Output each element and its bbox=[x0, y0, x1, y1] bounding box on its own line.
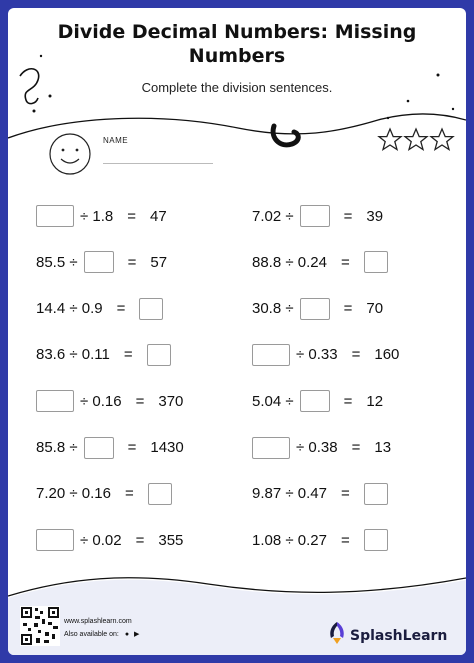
brand-name: SplashLearn bbox=[350, 628, 448, 644]
equation-term: 1.08 ÷ 0.27 bbox=[252, 531, 327, 549]
answer-box[interactable] bbox=[364, 251, 388, 273]
answer-box[interactable] bbox=[300, 205, 330, 227]
dot bbox=[33, 110, 36, 113]
equation-term: 39 bbox=[366, 207, 384, 225]
equation-term: ÷ 1.8 bbox=[80, 207, 114, 225]
equals-sign: = bbox=[340, 253, 350, 271]
equation-term: 14.4 ÷ 0.9 bbox=[36, 300, 103, 318]
qr-code-icon bbox=[20, 606, 60, 646]
equals-sign: = bbox=[127, 253, 137, 271]
equation-term: 88.8 ÷ 0.24 bbox=[252, 253, 327, 271]
smiley-icon bbox=[50, 134, 90, 174]
equation-term: 160 bbox=[374, 346, 400, 364]
equation-term: ÷ 0.38 bbox=[296, 439, 338, 456]
equation-term: 7.20 ÷ 0.16 bbox=[36, 485, 111, 503]
answer-box[interactable] bbox=[300, 390, 330, 412]
equals-sign: = bbox=[351, 346, 361, 364]
answer-box[interactable] bbox=[84, 437, 114, 459]
equals-sign: = bbox=[343, 300, 353, 318]
equation-row bbox=[36, 389, 183, 413]
equation-term: 9.87 ÷ 0.47 bbox=[252, 485, 327, 503]
equation-term: 57 bbox=[150, 253, 168, 271]
star-icon bbox=[431, 129, 453, 150]
answer-box[interactable] bbox=[364, 483, 388, 505]
equals-sign: = bbox=[343, 392, 353, 410]
availability-note bbox=[64, 630, 139, 638]
squiggle-shape bbox=[20, 69, 39, 104]
equation-term: 355 bbox=[158, 531, 184, 549]
equals-sign: = bbox=[340, 485, 350, 503]
equation-term: 85.5 ÷ bbox=[36, 253, 78, 271]
dot bbox=[40, 55, 42, 57]
equation-row bbox=[252, 343, 399, 367]
equation-row bbox=[36, 528, 183, 552]
answer-box[interactable] bbox=[84, 251, 114, 273]
equation-row bbox=[252, 528, 388, 552]
star-icon bbox=[379, 129, 401, 150]
answer-box[interactable] bbox=[139, 298, 163, 320]
answer-box[interactable] bbox=[36, 529, 74, 551]
title-line-2: Numbers bbox=[188, 45, 286, 67]
decorations bbox=[8, 8, 466, 655]
dot bbox=[407, 100, 410, 103]
apple-icon: ● bbox=[124, 631, 130, 638]
equation-term: 47 bbox=[150, 207, 167, 225]
instructions: Complete the division sentences. bbox=[141, 80, 333, 95]
equation-row bbox=[36, 250, 167, 274]
dot bbox=[452, 108, 454, 110]
equation-term: ÷ 0.16 bbox=[80, 392, 122, 410]
equation-row bbox=[36, 343, 171, 367]
answer-box[interactable] bbox=[252, 344, 290, 366]
equation-row bbox=[36, 436, 184, 460]
equation-term: 1430 bbox=[150, 439, 184, 456]
dot bbox=[437, 74, 440, 77]
equals-sign: = bbox=[123, 346, 133, 364]
splashlearn-logo-icon bbox=[326, 620, 348, 646]
equation-term: 83.6 ÷ 0.11 bbox=[36, 346, 110, 364]
equation-row bbox=[36, 482, 172, 506]
equation-row bbox=[36, 297, 163, 321]
equation-term: 85.8 ÷ bbox=[36, 439, 78, 456]
equation-term: 13 bbox=[374, 439, 392, 456]
answer-box[interactable] bbox=[300, 298, 330, 320]
equals-sign: = bbox=[343, 207, 353, 225]
equation-term: 5.04 ÷ bbox=[252, 392, 294, 410]
equation-term: 70 bbox=[366, 300, 384, 318]
answer-box[interactable] bbox=[364, 529, 388, 551]
equation-row bbox=[252, 250, 388, 274]
equals-sign: = bbox=[351, 439, 361, 456]
dot bbox=[49, 95, 52, 98]
worksheet bbox=[8, 8, 466, 655]
equation-row bbox=[252, 204, 383, 228]
answer-box[interactable] bbox=[147, 344, 171, 366]
website-link[interactable]: www.splashlearn.com bbox=[64, 618, 132, 625]
equation-term: 30.8 ÷ bbox=[252, 300, 294, 318]
equation-term: 370 bbox=[158, 392, 184, 410]
hook-shape bbox=[273, 126, 298, 145]
answer-box[interactable] bbox=[252, 437, 290, 459]
equals-sign: = bbox=[127, 207, 137, 225]
equation-term: ÷ 0.33 bbox=[296, 346, 338, 364]
answer-box[interactable] bbox=[36, 390, 74, 412]
equation-term: ÷ 0.02 bbox=[80, 531, 122, 549]
equals-sign: = bbox=[116, 300, 126, 318]
play-store-icon: ▶ bbox=[134, 631, 140, 638]
equals-sign: = bbox=[135, 531, 145, 549]
equation-row bbox=[252, 389, 383, 413]
answer-box[interactable] bbox=[36, 205, 74, 227]
equation-term: 7.02 ÷ bbox=[252, 207, 294, 225]
available-on-label: Also available on: bbox=[64, 631, 119, 638]
equals-sign: = bbox=[124, 485, 134, 503]
equation-row bbox=[252, 482, 388, 506]
equals-sign: = bbox=[127, 439, 137, 456]
title-line-1: Divide Decimal Numbers: Missing bbox=[57, 21, 417, 43]
equation-row bbox=[36, 204, 167, 228]
header-wave bbox=[8, 114, 466, 138]
name-label: NAME bbox=[103, 136, 129, 145]
equals-sign: = bbox=[340, 531, 350, 549]
answer-box[interactable] bbox=[148, 483, 172, 505]
name-field[interactable] bbox=[103, 163, 213, 164]
equals-sign: = bbox=[135, 392, 145, 410]
equation-row bbox=[252, 297, 383, 321]
star-icon bbox=[405, 129, 427, 150]
equation-term: 12 bbox=[366, 392, 384, 410]
equation-row bbox=[252, 436, 391, 460]
